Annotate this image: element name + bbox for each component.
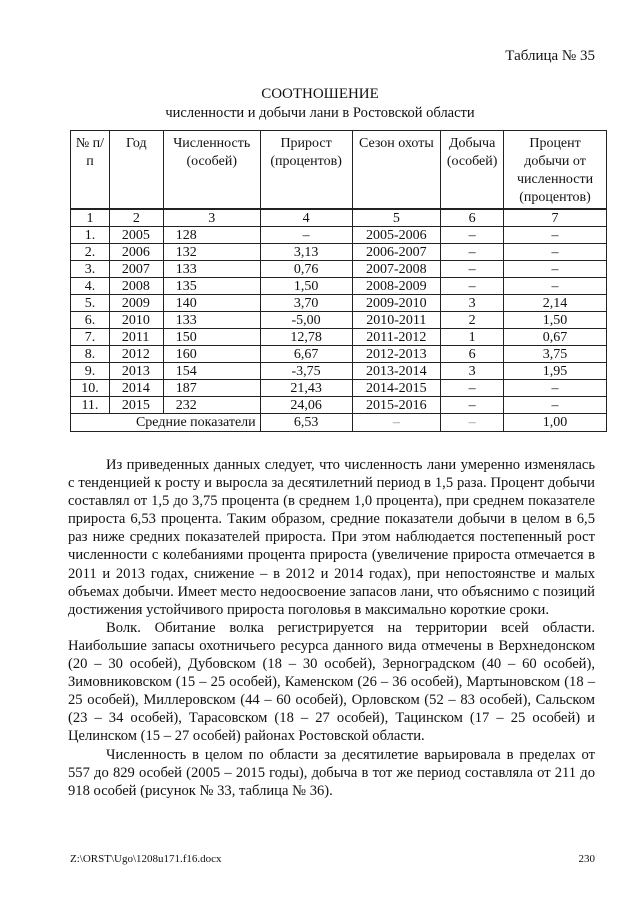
table-cell-harvest: 3 [441,363,504,380]
summary-label: Средние показатели [71,414,261,432]
table-cell-harvest: 2 [441,312,504,329]
header-cell: Прирост (процентов) [260,131,352,210]
table-cell-percent: 1,95 [504,363,607,380]
table-cell-count: 160 [163,346,260,363]
table-cell-season: 2014-2015 [352,380,441,397]
table-row [71,244,607,261]
table-cell-harvest: – [441,261,504,278]
table-cell-season: 2007-2008 [352,261,441,278]
column-number-cell: 3 [163,209,260,227]
column-number-cell: 5 [352,209,441,227]
table-cell-percent: – [504,278,607,295]
table-row [71,363,607,380]
table-cell-season: 2006-2007 [352,244,441,261]
table-cell-season: 2011-2012 [352,329,441,346]
table-row [71,261,607,278]
table-cell-year: 2005 [109,227,163,244]
table-cell-percent: – [504,244,607,261]
table-cell-season: 2010-2011 [352,312,441,329]
table-cell-num: 1. [71,227,110,244]
table-row [71,397,607,414]
table-cell-count: 133 [163,312,260,329]
header-cell: Добыча (особей) [441,131,504,210]
table-cell-count: 232 [163,397,260,414]
table-cell-percent: 1,50 [504,312,607,329]
table-cell-harvest: – [441,397,504,414]
table-cell-num: 8. [71,346,110,363]
table-row [71,295,607,312]
summary-percent: 1,00 [504,414,607,432]
table-cell-num: 7. [71,329,110,346]
data-table [70,130,607,432]
column-number-cell: 2 [109,209,163,227]
header-cell: № п/п [71,131,110,210]
table-row [71,278,607,295]
table-cell-num: 3. [71,261,110,278]
table-row [71,346,607,363]
summary-growth: 6,53 [260,414,352,432]
header-cell: Численность (особей) [163,131,260,210]
paragraph: Численность в целом по области за десятилетие варьировала в пределах от 557 до 829 особей (2005 – 2015 годы), добыча в тот же период составляла от 211 до 918 особей (рисунок № 33, таблица № 36). [68,746,595,799]
table-cell-percent: – [504,397,607,414]
table-cell-season: 2013-2014 [352,363,441,380]
table-cell-num: 2. [71,244,110,261]
table-cell-num: 4. [71,278,110,295]
column-number-cell: 7 [504,209,607,227]
header-cell: Сезон охоты [352,131,441,210]
table-cell-harvest: 3 [441,295,504,312]
table-cell-percent: – [504,261,607,278]
table-cell-season: 2008-2009 [352,278,441,295]
table-cell-harvest: – [441,227,504,244]
table-cell-num: 9. [71,363,110,380]
table-cell-growth: 3,70 [260,295,352,312]
table-cell-growth: 0,76 [260,261,352,278]
summary-harvest: – [441,414,504,432]
table-cell-year: 2012 [109,346,163,363]
table-cell-count: 128 [163,227,260,244]
summary-row [71,414,607,432]
column-number-cell: 4 [260,209,352,227]
table-cell-harvest: – [441,380,504,397]
table-cell-season: 2012-2013 [352,346,441,363]
table-cell-count: 132 [163,244,260,261]
table-cell-year: 2006 [109,244,163,261]
table-row [71,380,607,397]
table-cell-growth: 3,13 [260,244,352,261]
table-cell-count: 154 [163,363,260,380]
table-cell-year: 2009 [109,295,163,312]
page-number: 230 [578,853,595,865]
table-cell-season: 2005-2006 [352,227,441,244]
column-number-cell: 6 [441,209,504,227]
table-cell-percent: – [504,227,607,244]
table-cell-percent: – [504,380,607,397]
table-cell-num: 10. [71,380,110,397]
body-text [68,456,595,800]
table-cell-growth: 24,06 [260,397,352,414]
table-cell-num: 6. [71,312,110,329]
table-cell-year: 2010 [109,312,163,329]
table-row [71,329,607,346]
paragraph: Волк. Обитание волка регистрируется на территории всей области. Наибольшие запасы охотничьего ресурса данного вида отмечены в Верхнедонском (20 – 30 особей), Дубовском (18 – 30 особей), Зерноградском (40 – 60 особей), Зимовниковском (15 – 25 особей), Каменском (26 – 36 особей), Мартыновском (18 – 25 особей), Миллеровском (44 – 60 особей), Орловском (52 – 83 особей), Сальском (23 – 34 особей), Тарасовском (18 – 27 особей), Тацинском (17 – 25 особей) и Целинском (15 – 27 особей) районах Ростовской области. [68,619,595,745]
table-cell-count: 187 [163,380,260,397]
table-header-row [71,131,607,210]
table-cell-percent: 3,75 [504,346,607,363]
table-cell-growth: -3,75 [260,363,352,380]
table-number-label: Таблица № 35 [505,48,595,64]
table-cell-count: 140 [163,295,260,312]
table-cell-growth: 12,78 [260,329,352,346]
table-cell-count: 133 [163,261,260,278]
table-cell-count: 150 [163,329,260,346]
table-cell-percent: 0,67 [504,329,607,346]
summary-season: – [352,414,441,432]
table-cell-growth: 1,50 [260,278,352,295]
footer-file-path: Z:\ORST\Ugo\1208u171.f16.docx [70,853,222,865]
table-cell-harvest: 1 [441,329,504,346]
table-cell-year: 2008 [109,278,163,295]
table-cell-num: 11. [71,397,110,414]
table-cell-harvest: – [441,278,504,295]
table-row [71,227,607,244]
table-cell-year: 2007 [109,261,163,278]
table-cell-growth: – [260,227,352,244]
table-cell-count: 135 [163,278,260,295]
column-number-row [71,209,607,227]
table-cell-num: 5. [71,295,110,312]
table-cell-growth: 6,67 [260,346,352,363]
table-cell-growth: -5,00 [260,312,352,329]
paragraph: Из приведенных данных следует, что численность лани умеренно изменялась с тенденцией к росту и выросла за десятилетний период в 1,5 раза. Процент добычи составлял от 1,5 до 3,75 процента (в среднем 1,0 процента), при среднем показателе прироста 6,53 процента. Таким образом, средние показатели добычи в целом в 6,5 раз ниже средних показателей прироста. При этом наблюдается постепенный рост численности с колебаниями процента прироста (увеличение прироста отмечается в 2011 и 2013 годах, снижение – в 2012 и 2014 годах), при непостоянстве и малых объемах добычи. Имеет место недоосвоение запасов лани, что объяснимо с позиций достижения устойчивого прироста поголовья в максимально короткие сроки. [68,457,595,618]
column-number-cell: 1 [71,209,110,227]
table-title: СООТНОШЕНИЕ [261,86,379,102]
header-cell: Процент добычи от численности (процентов) [504,131,607,210]
table-cell-season: 2009-2010 [352,295,441,312]
table-cell-year: 2011 [109,329,163,346]
table-cell-year: 2015 [109,397,163,414]
header-cell: Год [109,131,163,210]
table-cell-year: 2013 [109,363,163,380]
table-cell-year: 2014 [109,380,163,397]
table-cell-harvest: – [441,244,504,261]
table-cell-harvest: 6 [441,346,504,363]
table-row [71,312,607,329]
table-subtitle: численности и добычи лани в Ростовской области [165,105,475,121]
table-cell-percent: 2,14 [504,295,607,312]
table-cell-season: 2015-2016 [352,397,441,414]
table-cell-growth: 21,43 [260,380,352,397]
